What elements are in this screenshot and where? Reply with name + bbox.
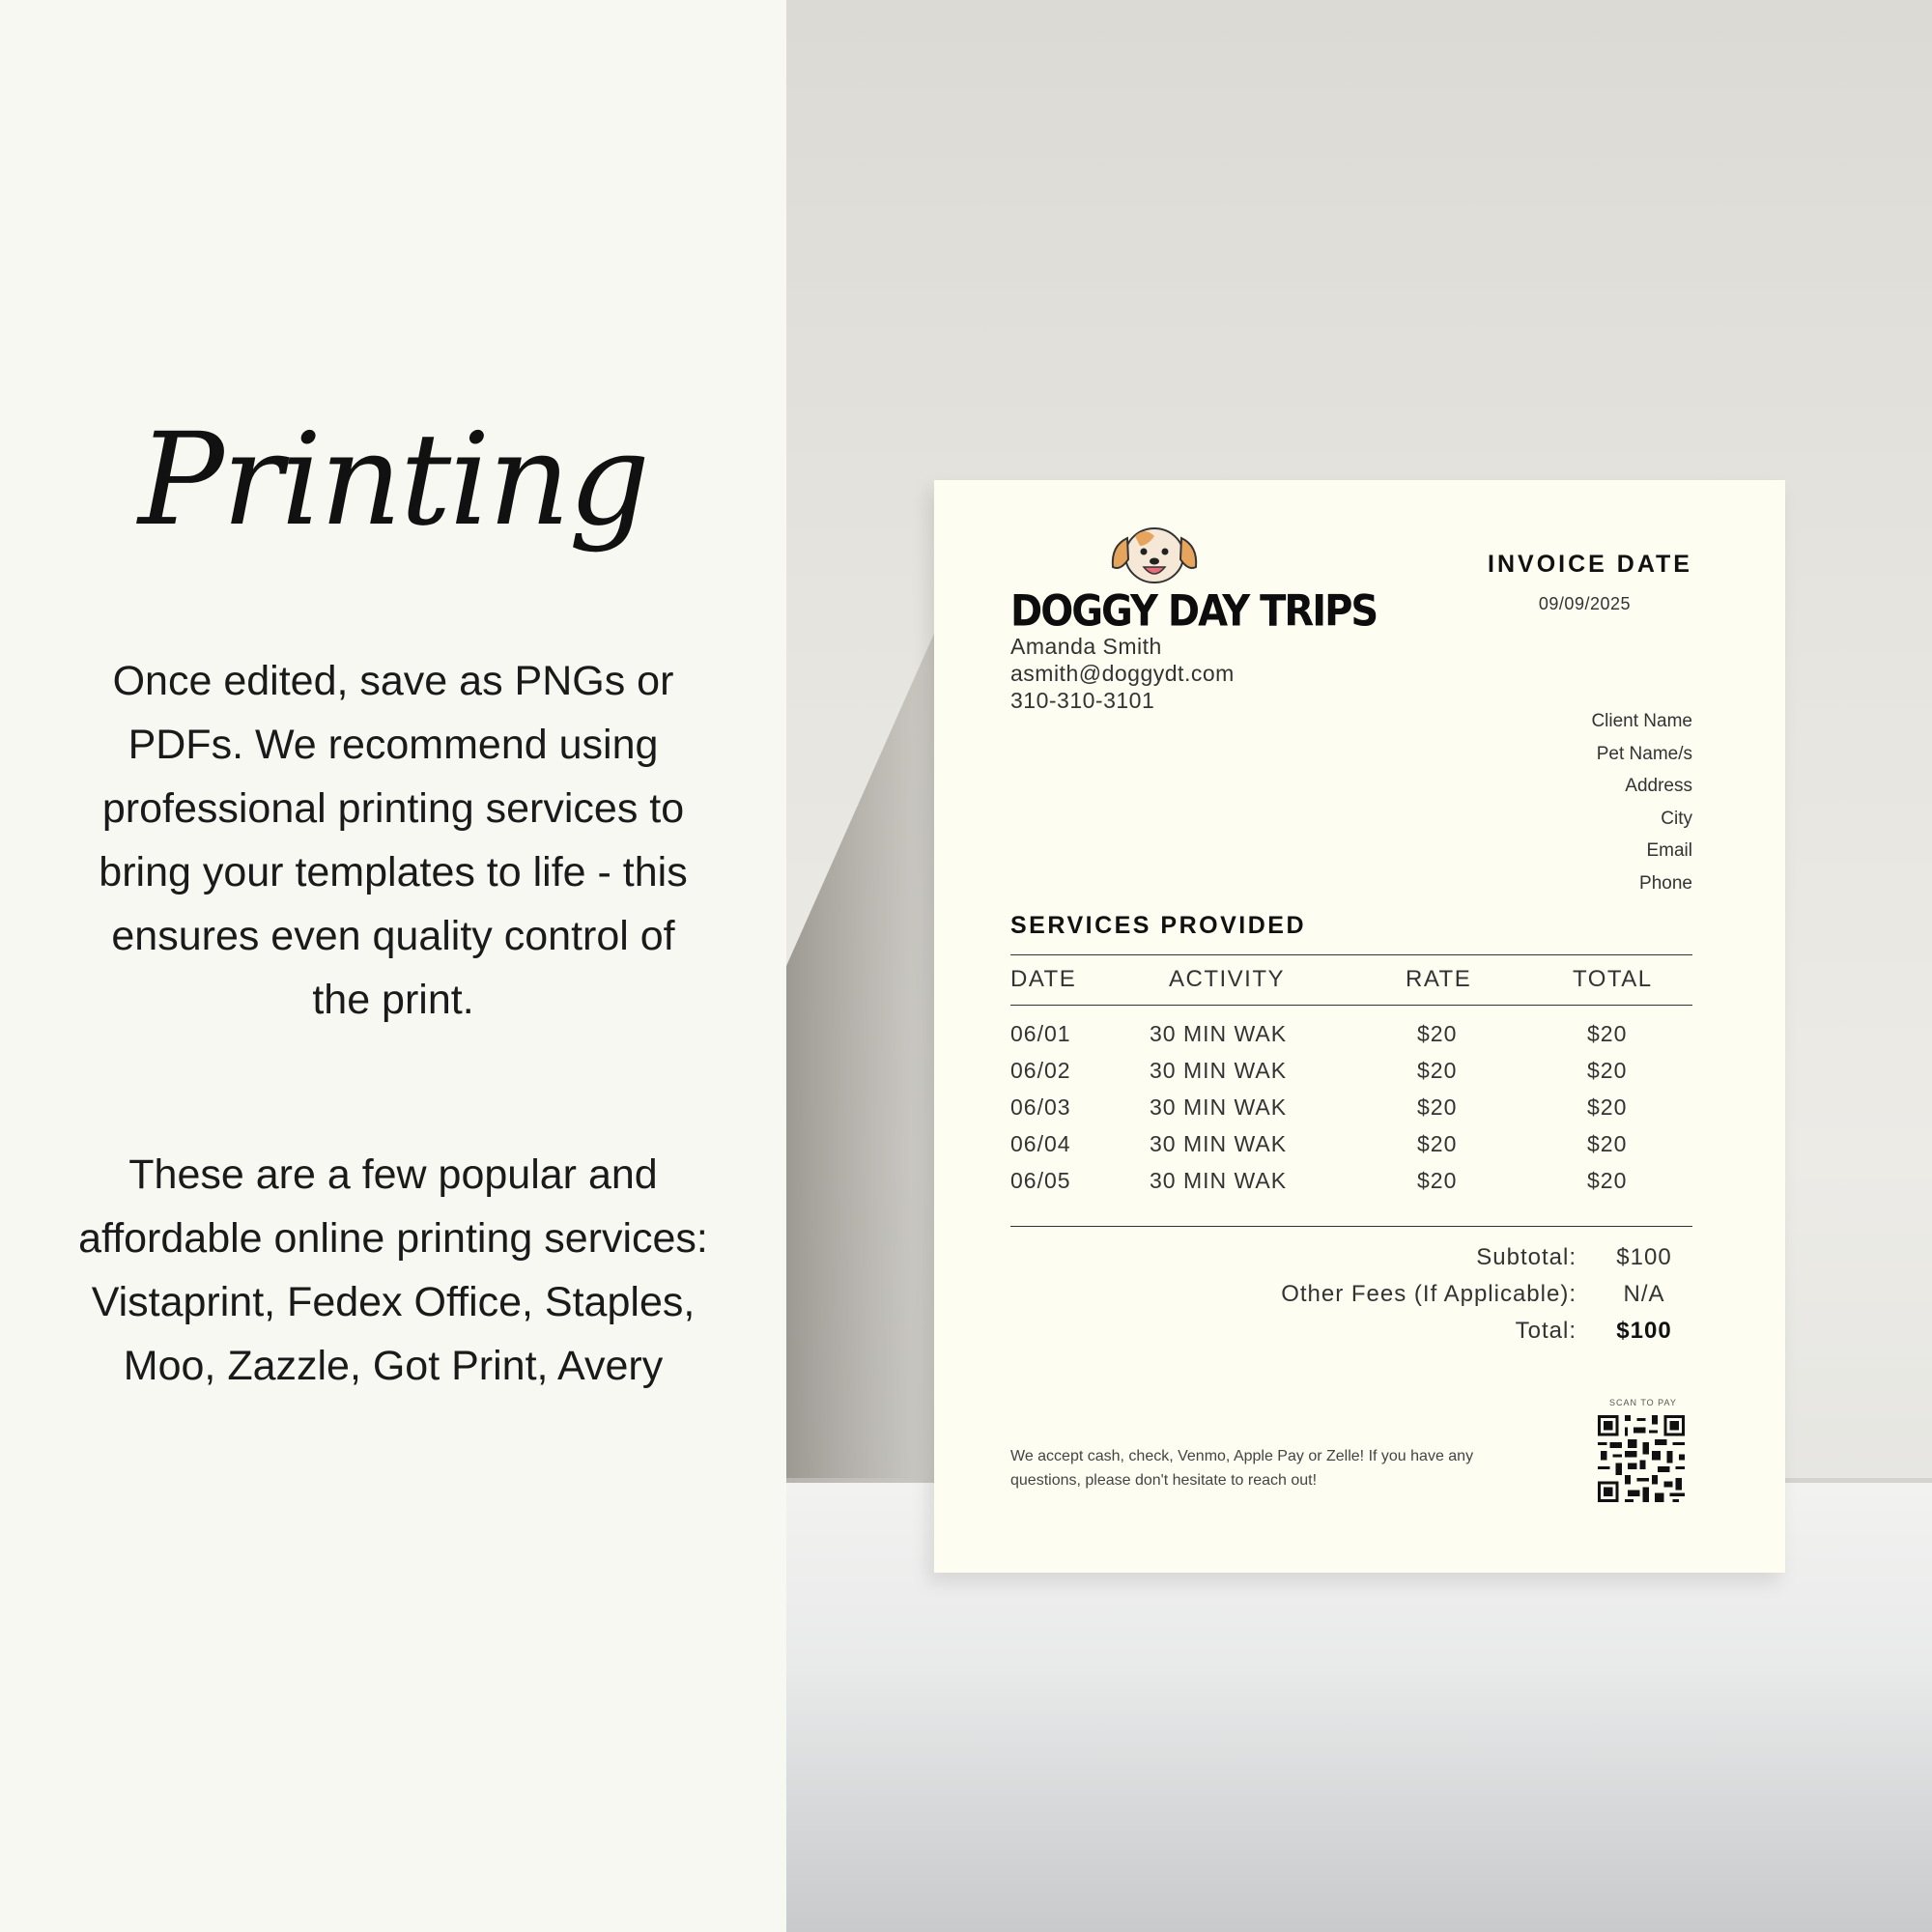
column-header-total: TOTAL	[1573, 966, 1653, 992]
subtotal-value: $100	[1616, 1244, 1672, 1270]
total-value: $100	[1616, 1318, 1672, 1344]
subtotal-label: Subtotal:	[1476, 1244, 1577, 1270]
column-header-rate: RATE	[1406, 966, 1472, 992]
owner-name: Amanda Smith	[1010, 634, 1162, 659]
row-rate: $20	[1417, 1094, 1458, 1120]
table-row	[934, 1131, 1785, 1168]
owner-phone: 310-310-3101	[1010, 688, 1155, 713]
invoice-sheet	[934, 480, 1785, 1573]
printing-services-list: Vistaprint, Fedex Office, Staples, Moo, Zazzle, Got Print, Avery	[91, 1279, 696, 1389]
printing-advice-paragraph: Once edited, save as PNGs or PDFs. We recommend using professional printing services to bring your templates to life - this ensures even quality control of the print.	[99, 658, 688, 1023]
column-header-activity: ACTIVITY	[1169, 966, 1286, 992]
row-date: 06/03	[1010, 1094, 1071, 1120]
table-row	[934, 1058, 1785, 1094]
row-total: $20	[1587, 1131, 1628, 1156]
printing-services-intro: These are a few popular and affordable online printing services:	[78, 1151, 708, 1262]
row-total: $20	[1587, 1094, 1628, 1120]
address-field: Address	[1625, 776, 1692, 796]
other-fees-label: Other Fees (If Applicable):	[1281, 1281, 1577, 1307]
brand-name: DOGGY DAY TRIPS	[1010, 586, 1378, 637]
total-label: Total:	[1515, 1318, 1577, 1344]
row-activity: 30 MIN WAK	[1150, 1058, 1288, 1083]
row-date: 06/01	[1010, 1021, 1071, 1046]
table-header-rule	[1010, 1005, 1692, 1006]
row-rate: $20	[1417, 1058, 1458, 1083]
row-date: 06/04	[1010, 1131, 1071, 1156]
row-total: $20	[1587, 1021, 1628, 1046]
table-row	[934, 1094, 1785, 1131]
qr-code-icon	[1598, 1415, 1685, 1502]
table-row	[934, 1021, 1785, 1058]
row-rate: $20	[1417, 1168, 1458, 1193]
scan-to-pay-label: SCAN TO PAY	[1609, 1398, 1677, 1407]
dog-face-icon	[1101, 517, 1208, 586]
pet-name-field: Pet Name/s	[1596, 743, 1692, 764]
invoice-date-value: 09/09/2025	[1538, 594, 1631, 613]
table-row	[934, 1168, 1785, 1205]
row-rate: $20	[1417, 1021, 1458, 1046]
invoice-date-label: INVOICE DATE	[1488, 551, 1692, 578]
row-activity: 30 MIN WAK	[1150, 1094, 1288, 1120]
table-top-rule	[1010, 954, 1692, 955]
row-activity: 30 MIN WAK	[1150, 1168, 1288, 1193]
row-date: 06/02	[1010, 1058, 1071, 1083]
column-header-date: DATE	[1010, 966, 1077, 992]
printing-services-paragraph	[77, 1143, 709, 1398]
payment-note: We accept cash, check, Venmo, Apple Pay or Zelle! If you have any questions, please don't hesitate to reach out!	[1010, 1448, 1474, 1489]
row-activity: 30 MIN WAK	[1150, 1021, 1288, 1046]
client-name-field: Client Name	[1591, 711, 1692, 731]
info-panel	[0, 0, 786, 1932]
owner-contact	[1010, 633, 1235, 714]
owner-email: asmith@doggydt.com	[1010, 661, 1235, 686]
row-rate: $20	[1417, 1131, 1458, 1156]
totals-rule	[1010, 1226, 1692, 1227]
client-info-block	[1591, 705, 1692, 899]
row-activity: 30 MIN WAK	[1150, 1131, 1288, 1156]
panel-title: Printing	[138, 406, 648, 554]
services-heading: SERVICES PROVIDED	[1010, 912, 1307, 939]
row-total: $20	[1587, 1168, 1628, 1193]
city-field: City	[1661, 808, 1692, 829]
row-total: $20	[1587, 1058, 1628, 1083]
email-field: Email	[1646, 840, 1692, 861]
other-fees-value: N/A	[1623, 1281, 1665, 1307]
row-date: 06/05	[1010, 1168, 1071, 1193]
phone-field: Phone	[1639, 872, 1692, 894]
